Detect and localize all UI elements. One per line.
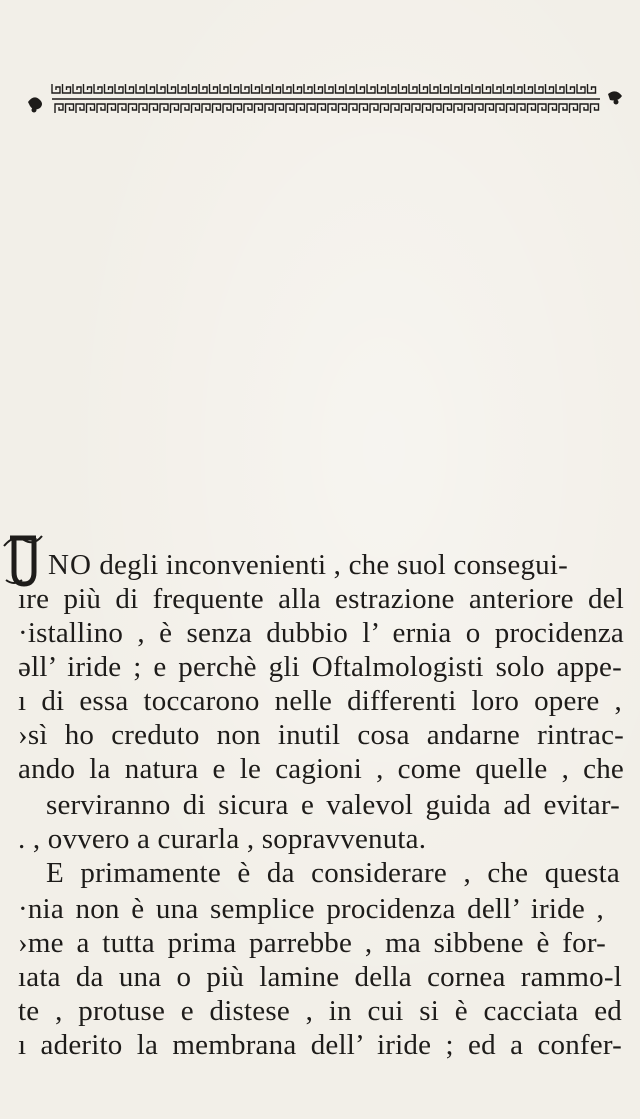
text-line: ›me a tutta prima parrebbe , ma sibbene è for- xyxy=(18,927,606,959)
text-line: ı di essa toccarono nelle differenti loro opere , xyxy=(18,685,622,717)
text-line: te , protuse e distese , in cui si è cacciata ed xyxy=(18,995,622,1027)
text-line: ıre più di frequente alla estrazione anteriore del xyxy=(18,583,624,615)
greek-key-border-icon xyxy=(26,80,626,122)
text-line: E primamente è da considerare , che questa xyxy=(46,857,620,889)
text-line: əll’ iride ; e perchè gli Oftalmologisti solo appe- xyxy=(18,651,622,683)
text-line xyxy=(48,548,568,582)
drop-cap xyxy=(0,530,46,588)
text-line: ›sì ho creduto non inutil cosa andarne rintrac- xyxy=(18,719,624,751)
first-word-rest: NO xyxy=(48,549,92,581)
text-line: serviranno di sicura e valevol guida ad evitar- xyxy=(46,789,620,821)
text-line: ıata da una o più lamine della cornea rammo-l xyxy=(18,961,622,993)
text-line: ·nia non è una semplice procidenza dell’ iride , xyxy=(18,893,604,925)
decorative-headpiece xyxy=(26,80,626,122)
text-line: . , ovvero a curarla , sopravvenuta. xyxy=(18,823,427,855)
text-line: ·istallino , è senza dubbio l’ ernia o procidenza xyxy=(18,617,624,649)
text-line: ando la natura e le cagioni , come quelle , che xyxy=(18,753,624,785)
text-line-body: degli inconvenienti , che suol consegui- xyxy=(91,549,568,581)
text-line: ı aderito la membrana dell’ iride ; ed a confer- xyxy=(18,1029,622,1061)
